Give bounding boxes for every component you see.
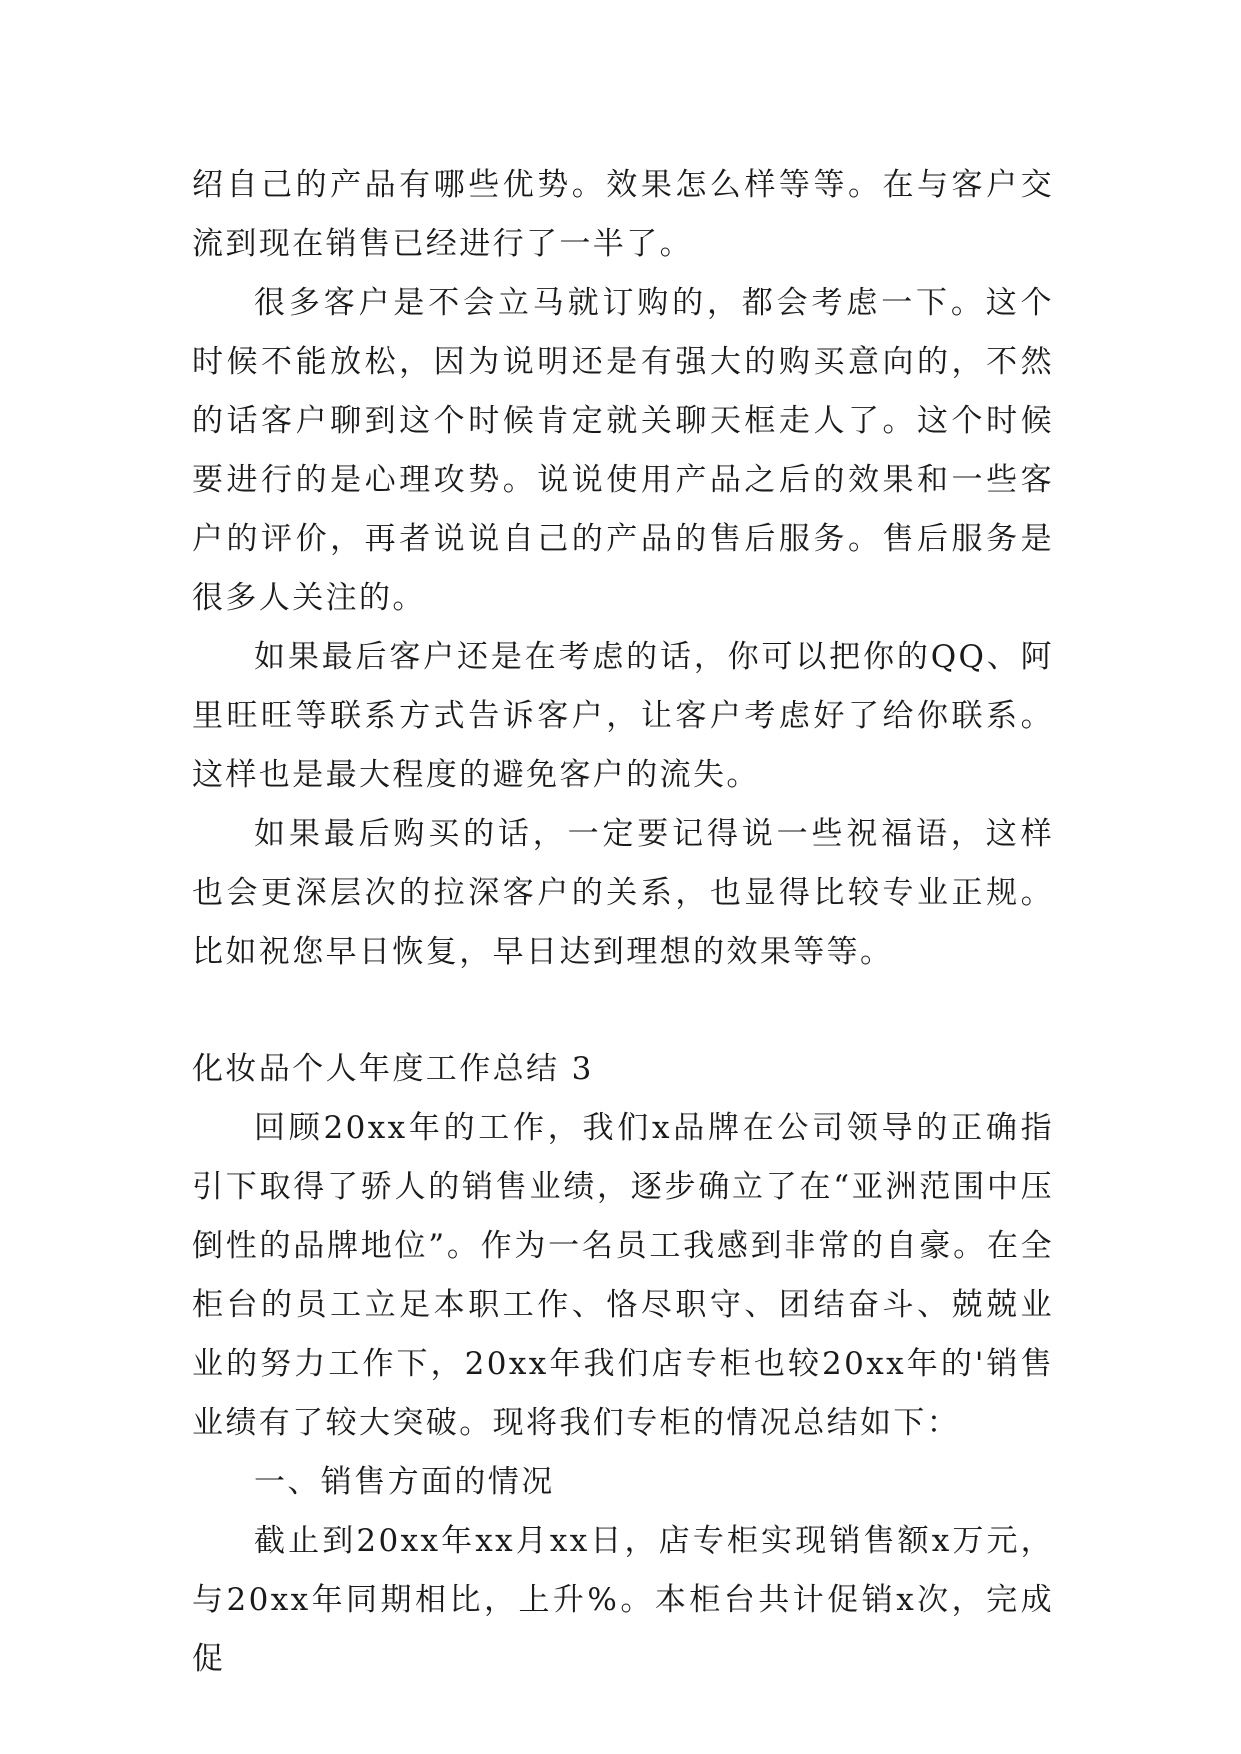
paragraph-continuation: 绍自己的产品有哪些优势。效果怎么样等等。在与客户交流到现在销售已经进行了一半了。 — [192, 167, 1054, 262]
paragraph-sales-figures: 截止到20xx年xx月xx日，店专柜实现销售额x万元，与20xx年同期相比，上升%。本柜台共计促销x次，完成促 — [192, 1523, 1054, 1677]
paragraph-subheading-sales: 一、销售方面的情况 — [254, 1464, 555, 1500]
paragraph-closing-tactics: 很多客户是不会立马就订购的，都会考虑一下。这个时候不能放松，因为说明还是有强大的购买意向的，不然的话客户聊到这个时候肯定就关聊天框走人了。这个时候要进行的是心理攻势。说说使用产品之后的效果和一些客户的评价，再者说说自己的产品的售后服务。售后服务是很多人关注的。 — [192, 285, 1054, 616]
document-body — [192, 156, 1054, 1689]
paragraph-contact-info: 如果最后客户还是在考虑的话，你可以把你的QQ、阿里旺旺等联系方式告诉客户，让客户考虑好了给你联系。这样也是最大程度的避免客户的流失。 — [192, 639, 1054, 793]
paragraph-blessings: 如果最后购买的话，一定要记得说一些祝福语，这样也会更深层次的拉深客户的关系，也显得比较专业正规。比如祝您早日恢复，早日达到理想的效果等等。 — [192, 816, 1054, 970]
section-title: 化妆品个人年度工作总结 3 — [192, 1051, 594, 1087]
paragraph-review: 回顾20xx年的工作，我们x品牌在公司领导的正确指引下取得了骄人的销售业绩，逐步确立了在“亚洲范围中压倒性的品牌地位”。作为一名员工我感到非常的自豪。在全柜台的员工立足本职工作、恪尽职守、团结奋斗、兢兢业业的努力工作下，20xx年我们店专柜也较20xx年的'销售业绩有了较大突破。现将我们专柜的情况总结如下： — [192, 1110, 1054, 1441]
